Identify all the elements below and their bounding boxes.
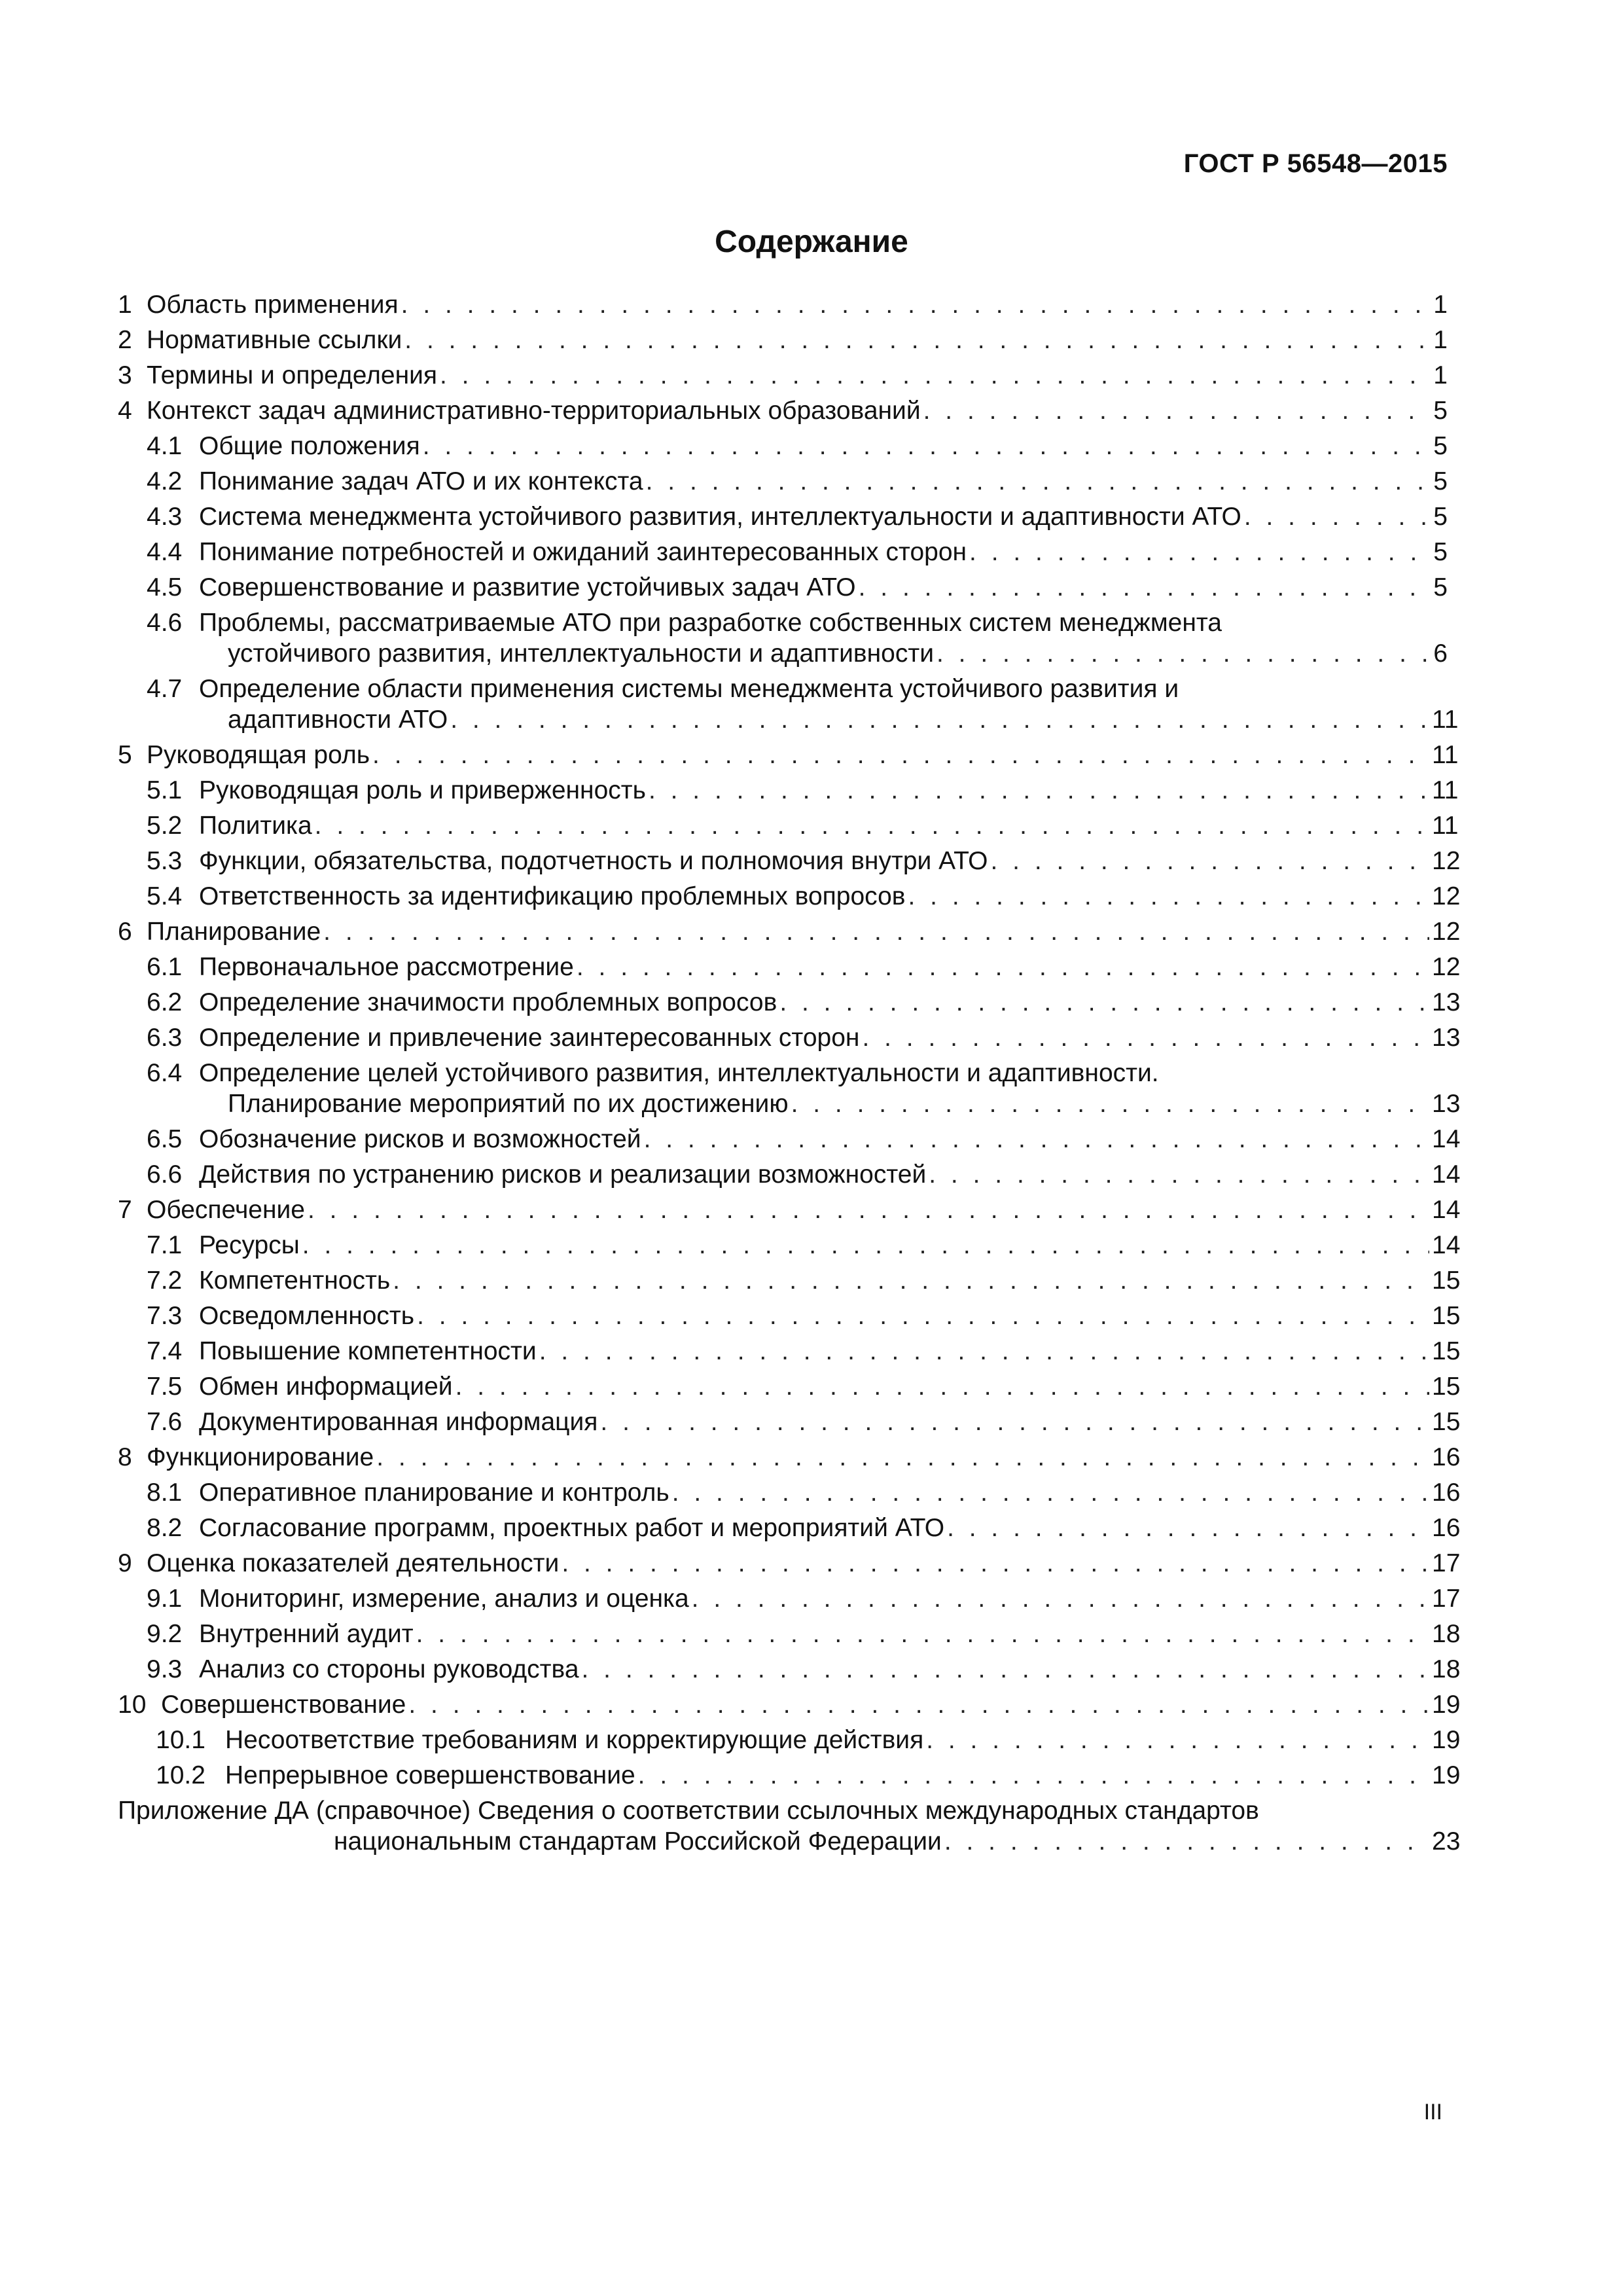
toc-number: 7.4 xyxy=(147,1337,183,1365)
toc-page: 5 xyxy=(1433,573,1448,601)
toc-page: 19 xyxy=(1432,1761,1461,1789)
leader-dots xyxy=(859,572,1429,603)
toc-number: 4.4 xyxy=(147,538,183,566)
leader-dots xyxy=(582,1654,1429,1685)
toc-page: 14 xyxy=(1432,1231,1461,1259)
toc-number: 10.1 xyxy=(156,1726,205,1754)
toc-number: 6.5 xyxy=(147,1125,183,1153)
toc-entry-7-2[interactable] xyxy=(118,1265,1461,1296)
toc-text-continued: Планирование мероприятий по их достижению xyxy=(228,1090,789,1118)
leader-dots xyxy=(969,537,1429,567)
toc-page: 5 xyxy=(1433,467,1448,495)
toc-text: Повышение компетентности xyxy=(199,1337,537,1365)
toc-entry-3[interactable] xyxy=(118,360,1448,391)
leader-dots xyxy=(539,1336,1429,1367)
toc-page: 1 xyxy=(1433,326,1448,354)
toc-text: Внутренний аудит xyxy=(199,1620,414,1648)
leader-dots xyxy=(323,916,1429,947)
leader-dots xyxy=(600,1407,1429,1437)
toc-text: Функционирование xyxy=(147,1443,374,1471)
toc-entry-7-3[interactable] xyxy=(118,1300,1461,1331)
toc-text: Мониторинг, измерение, анализ и оценка xyxy=(199,1585,689,1613)
toc-text: Компетентность xyxy=(199,1266,391,1295)
toc-number: 8.1 xyxy=(147,1479,183,1507)
toc-number: 4.2 xyxy=(147,467,183,495)
toc-page: 12 xyxy=(1432,882,1461,910)
toc-text: Определение значимости проблемных вопросов xyxy=(199,988,777,1016)
toc-text: Термины и определения xyxy=(147,361,438,389)
toc-number: 9 xyxy=(118,1549,132,1577)
toc-text-continued: национальным стандартам Российской Федерации xyxy=(334,1827,942,1856)
toc-number: 4.3 xyxy=(147,503,183,531)
toc-page: 15 xyxy=(1432,1408,1461,1436)
toc-number: 7.6 xyxy=(147,1408,183,1436)
leader-dots xyxy=(646,466,1429,497)
toc-text: Нормативные ссылки xyxy=(147,326,402,354)
toc-text-continued: устойчивого развития, интеллектуальности и адаптивности xyxy=(228,639,934,668)
toc-number: 6.6 xyxy=(147,1160,183,1189)
toc-page: 16 xyxy=(1432,1514,1461,1542)
toc-number: 4.5 xyxy=(147,573,183,601)
toc-entry-5-4[interactable] xyxy=(118,881,1461,912)
toc-page: 1 xyxy=(1433,361,1448,389)
leader-dots xyxy=(393,1265,1429,1296)
toc-page: 17 xyxy=(1432,1549,1461,1577)
toc-number: 7.3 xyxy=(147,1302,183,1330)
toc-page: 11 xyxy=(1432,776,1459,804)
leader-dots xyxy=(562,1548,1429,1579)
toc-entry-5-1[interactable] xyxy=(118,775,1459,806)
toc-text: Обеспечение xyxy=(147,1196,305,1224)
leader-dots xyxy=(936,638,1429,669)
toc-text: Контекст задач административно-территориальных образований xyxy=(147,397,921,425)
toc-number: 2 xyxy=(118,326,132,354)
page-number: III xyxy=(1423,2100,1442,2125)
toc-entry-10-2[interactable] xyxy=(118,1760,1461,1791)
toc-number: 4.6 xyxy=(147,609,183,637)
toc-entry-6-2[interactable] xyxy=(118,987,1461,1018)
leader-dots xyxy=(376,1442,1429,1473)
leader-dots xyxy=(908,881,1430,912)
leader-dots xyxy=(408,1689,1429,1720)
toc-text-continued: адаптивности АТО xyxy=(228,706,448,734)
toc-page: 6 xyxy=(1433,639,1448,668)
leader-dots xyxy=(577,952,1429,982)
toc-page: 18 xyxy=(1432,1655,1461,1683)
toc-page: 5 xyxy=(1433,432,1448,460)
page-title: Содержание xyxy=(715,224,908,259)
toc-entry-5[interactable] xyxy=(118,740,1459,770)
toc-text: Анализ со стороны руководства xyxy=(199,1655,579,1683)
toc-text: Ресурсы xyxy=(199,1231,300,1259)
toc-text: Непрерывное совершенствование xyxy=(225,1761,635,1789)
toc-text: Понимание задач АТО и их контекста xyxy=(199,467,643,495)
leader-dots xyxy=(455,1371,1429,1402)
toc-text: Политика xyxy=(199,812,312,840)
toc-entry-9-2[interactable] xyxy=(118,1619,1461,1649)
toc-number: 3 xyxy=(118,361,132,389)
leader-dots xyxy=(791,1088,1429,1119)
toc-number: 9.2 xyxy=(147,1620,183,1648)
leader-dots xyxy=(308,1194,1429,1225)
toc-text: Первоначальное рассмотрение xyxy=(199,953,574,981)
toc-number: 8.2 xyxy=(147,1514,183,1542)
toc-entry-5-2[interactable] xyxy=(118,810,1459,841)
toc-entry-7-4[interactable] xyxy=(118,1336,1461,1367)
toc-number: 9.3 xyxy=(147,1655,183,1683)
toc-entry-4-5[interactable] xyxy=(118,572,1448,603)
toc-number: 1 xyxy=(118,291,132,319)
toc-page: 12 xyxy=(1432,847,1461,875)
toc-number: 5.1 xyxy=(147,776,183,804)
leader-dots xyxy=(423,431,1429,461)
toc-entry-8-2[interactable] xyxy=(118,1513,1461,1543)
leader-dots xyxy=(1244,501,1429,532)
leader-dots xyxy=(450,704,1429,735)
leader-dots xyxy=(862,1022,1429,1053)
leader-dots xyxy=(923,395,1429,426)
toc-text: Руководящая роль xyxy=(147,741,370,769)
toc-number: 5.2 xyxy=(147,812,183,840)
toc-page: 5 xyxy=(1433,538,1448,566)
toc-page: 12 xyxy=(1432,953,1461,981)
toc-text: Действия по устранению рисков и реализации возможностей xyxy=(199,1160,927,1189)
toc-number: 4 xyxy=(118,397,132,425)
toc-entry-7-6[interactable] xyxy=(118,1407,1461,1437)
toc-text: Обозначение рисков и возможностей xyxy=(199,1125,641,1153)
toc-entry-appendix-da[interactable] xyxy=(118,1795,1461,1857)
toc-number: 8 xyxy=(118,1443,132,1471)
toc-number: 7.1 xyxy=(147,1231,183,1259)
toc-page: 13 xyxy=(1432,1090,1461,1118)
toc-page: 12 xyxy=(1432,918,1461,946)
toc-page: 11 xyxy=(1432,812,1459,840)
toc-page: 5 xyxy=(1433,503,1448,531)
leader-dots xyxy=(991,846,1429,876)
toc-page: 14 xyxy=(1432,1196,1461,1224)
toc-number: 4.1 xyxy=(147,432,183,460)
toc-entry-6-6[interactable] xyxy=(118,1159,1461,1190)
toc-number: 6.2 xyxy=(147,988,183,1016)
toc-number: 6.1 xyxy=(147,953,183,981)
toc-entry-1[interactable] xyxy=(118,289,1448,320)
toc-number: 7 xyxy=(118,1196,132,1224)
leader-dots xyxy=(947,1513,1429,1543)
toc-page: 13 xyxy=(1432,1024,1461,1052)
toc-page: 16 xyxy=(1432,1479,1461,1507)
leader-dots xyxy=(672,1477,1429,1508)
toc-page: 11 xyxy=(1432,741,1459,769)
toc-entry-4[interactable] xyxy=(118,395,1448,426)
leader-dots xyxy=(315,810,1429,841)
leader-dots xyxy=(944,1826,1429,1857)
leader-dots xyxy=(404,325,1429,355)
toc-entry-7-1[interactable] xyxy=(118,1230,1461,1261)
toc-page: 1 xyxy=(1433,291,1448,319)
toc-page: 19 xyxy=(1432,1726,1461,1754)
toc-page: 5 xyxy=(1433,397,1448,425)
toc-entry-4-6[interactable] xyxy=(118,607,1448,669)
toc-text: Ответственность за идентификацию проблемных вопросов xyxy=(199,882,906,910)
toc-page: 15 xyxy=(1432,1302,1461,1330)
toc-entry-4-3[interactable] xyxy=(118,501,1448,532)
leader-dots xyxy=(417,1300,1429,1331)
toc-page: 15 xyxy=(1432,1372,1461,1401)
toc-entry-9-1[interactable] xyxy=(118,1583,1461,1614)
toc-number: 5.3 xyxy=(147,847,183,875)
leader-dots xyxy=(692,1583,1429,1614)
leader-dots xyxy=(302,1230,1429,1261)
toc-page: 18 xyxy=(1432,1620,1461,1648)
standard-code: ГОСТ Р 56548—2015 xyxy=(1183,149,1448,178)
toc-entry-4-4[interactable] xyxy=(118,537,1448,567)
toc-text: Общие положения xyxy=(199,432,420,460)
toc-entry-8[interactable] xyxy=(118,1442,1461,1473)
toc-text: Определение и привлечение заинтересованных сторон xyxy=(199,1024,860,1052)
toc-number: 9.1 xyxy=(147,1585,183,1613)
toc-text: Проблемы, рассматриваемые АТО при разработке собственных систем менеджмента xyxy=(199,609,1222,637)
toc-entry-6-5[interactable] xyxy=(118,1124,1461,1155)
toc-number: 6 xyxy=(118,918,132,946)
toc-entry-7-5[interactable] xyxy=(118,1371,1461,1402)
toc-text: Определение целей устойчивого развития, интеллектуальности и адаптивности. xyxy=(199,1059,1159,1087)
table-of-contents xyxy=(118,289,1461,1861)
toc-text: Функции, обязательства, подотчетность и полномочия внутри АТО xyxy=(199,847,988,875)
toc-entry-8-1[interactable] xyxy=(118,1477,1461,1508)
toc-text: Понимание потребностей и ожиданий заинтересованных сторон xyxy=(199,538,967,566)
toc-text: Планирование xyxy=(147,918,321,946)
toc-entry-5-3[interactable] xyxy=(118,846,1461,876)
toc-text: Оперативное планирование и контроль xyxy=(199,1479,669,1507)
toc-text: Документированная информация xyxy=(199,1408,598,1436)
toc-number: 10.2 xyxy=(156,1761,205,1789)
toc-text: Оценка показателей деятельности xyxy=(147,1549,560,1577)
leader-dots xyxy=(779,987,1429,1018)
toc-number: 10 xyxy=(118,1691,147,1719)
toc-number: 7.2 xyxy=(147,1266,183,1295)
toc-number: 6.3 xyxy=(147,1024,183,1052)
toc-text: Руководящая роль и приверженность xyxy=(199,776,646,804)
toc-page: 14 xyxy=(1432,1160,1461,1189)
toc-text: Область применения xyxy=(147,291,399,319)
toc-entry-10-1[interactable] xyxy=(118,1725,1461,1755)
toc-page: 15 xyxy=(1432,1266,1461,1295)
leader-dots xyxy=(926,1725,1429,1755)
leader-dots xyxy=(440,360,1429,391)
toc-entry-9[interactable] xyxy=(118,1548,1461,1579)
toc-text: Совершенствование и развитие устойчивых задач АТО xyxy=(199,573,856,601)
leader-dots xyxy=(638,1760,1429,1791)
toc-entry-4-2[interactable] xyxy=(118,466,1448,497)
toc-text: Система менеджмента устойчивого развития, интеллектуальности и адаптивности АТО xyxy=(199,503,1241,531)
toc-number: 4.7 xyxy=(147,675,183,703)
toc-number: 5.4 xyxy=(147,882,183,910)
toc-page: 11 xyxy=(1432,706,1459,734)
toc-entry-4-7[interactable] xyxy=(118,673,1459,735)
toc-page: 13 xyxy=(1432,988,1461,1016)
leader-dots xyxy=(372,740,1429,770)
leader-dots xyxy=(929,1159,1429,1190)
toc-number: 6.4 xyxy=(147,1059,183,1087)
toc-text: Совершенствование xyxy=(161,1691,406,1719)
toc-page: 15 xyxy=(1432,1337,1461,1365)
toc-entry-6-4[interactable] xyxy=(118,1058,1461,1119)
toc-entry-10[interactable] xyxy=(118,1689,1461,1720)
toc-page: 23 xyxy=(1432,1827,1461,1856)
toc-text: Согласование программ, проектных работ и мероприятий АТО xyxy=(199,1514,945,1542)
toc-entry-4-1[interactable] xyxy=(118,431,1448,461)
toc-entry-2[interactable] xyxy=(118,325,1448,355)
leader-dots xyxy=(401,289,1429,320)
toc-text: Осведомленность xyxy=(199,1302,415,1330)
toc-number: 7.5 xyxy=(147,1372,183,1401)
toc-page: 19 xyxy=(1432,1691,1461,1719)
toc-page: 16 xyxy=(1432,1443,1461,1471)
toc-text: Приложение ДА (справочное) Сведения о соответствии ссылочных международных стандартов xyxy=(118,1797,1259,1825)
toc-entry-6[interactable] xyxy=(118,916,1461,947)
toc-entry-7[interactable] xyxy=(118,1194,1461,1225)
toc-page: 14 xyxy=(1432,1125,1461,1153)
toc-entry-6-1[interactable] xyxy=(118,952,1461,982)
leader-dots xyxy=(649,775,1429,806)
toc-text: Обмен информацией xyxy=(199,1372,453,1401)
toc-entry-6-3[interactable] xyxy=(118,1022,1461,1053)
toc-number: 5 xyxy=(118,741,132,769)
toc-text: Несоответствие требованиям и корректирующие действия xyxy=(225,1726,924,1754)
toc-entry-9-3[interactable] xyxy=(118,1654,1461,1685)
leader-dots xyxy=(416,1619,1429,1649)
leader-dots xyxy=(644,1124,1429,1155)
toc-text: Определение области применения системы менеджмента устойчивого развития и xyxy=(199,675,1179,703)
toc-page: 17 xyxy=(1432,1585,1461,1613)
